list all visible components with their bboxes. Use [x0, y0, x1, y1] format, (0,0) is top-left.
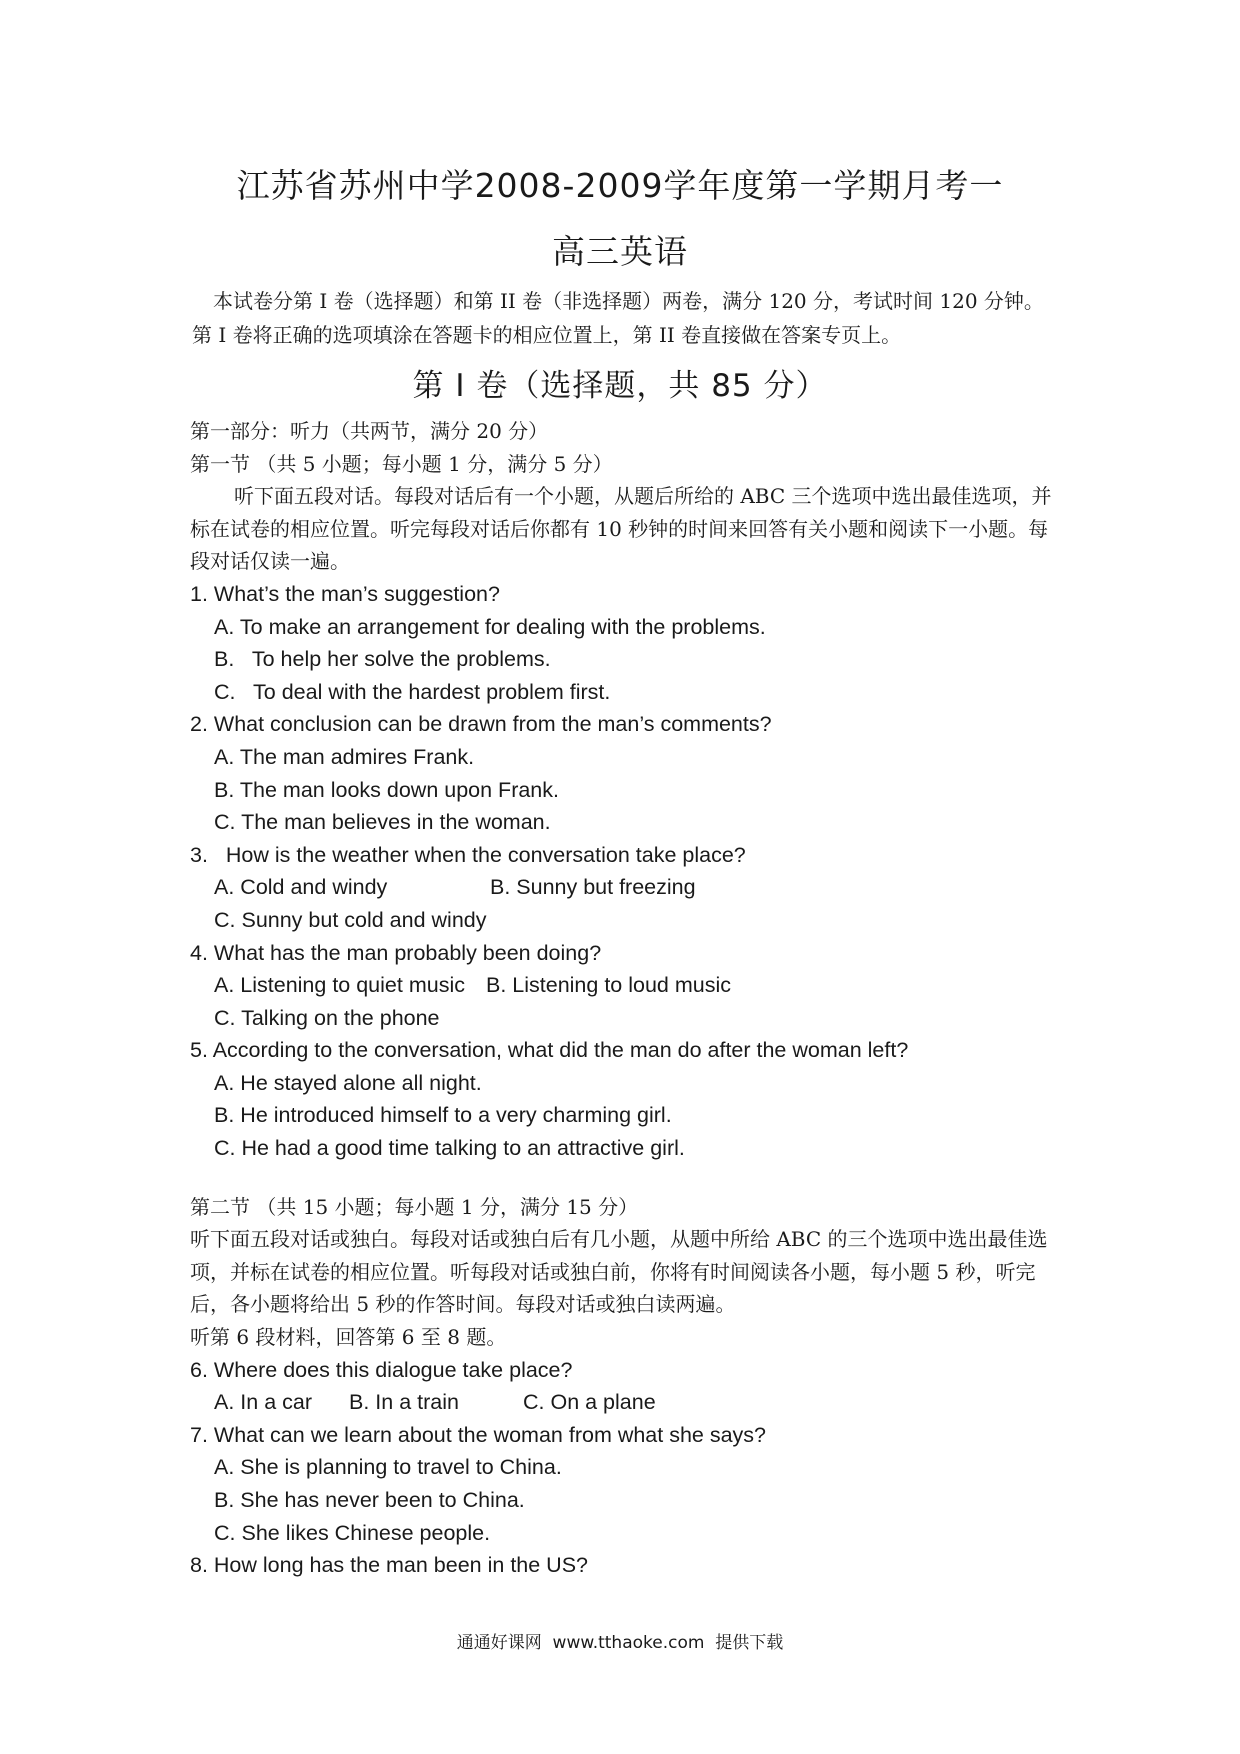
- option-c: C. He had a good time talking to an attractive girl.: [214, 1136, 685, 1161]
- option-b: B. Listening to loud music: [486, 973, 731, 998]
- question-text: 5. According to the conversation, what did the man do after the woman left?: [190, 1038, 909, 1063]
- spacer: [190, 1165, 1062, 1191]
- question-6: [190, 1354, 1062, 1419]
- exam-title: 江苏省苏州中学2008-2009学年度第一学期月考一: [236, 166, 1004, 205]
- option-b: B. He introduced himself to a very charming girl.: [214, 1103, 672, 1128]
- question-text: 1. What’s the man’s suggestion?: [190, 581, 500, 606]
- option-a: A. The man admires Frank.: [214, 744, 475, 769]
- question-8: [190, 1549, 1062, 1582]
- option-a: A. In a car: [214, 1390, 312, 1415]
- question-text: 7. What can we learn about the woman from what she says?: [190, 1422, 767, 1447]
- option-a: A. Cold and windy: [214, 875, 388, 900]
- option-b: B. The man looks down upon Frank.: [214, 777, 559, 802]
- material-note: 听第 6 段材料，回答第 6 至 8 题。: [190, 1325, 507, 1350]
- question-2: [190, 708, 1062, 838]
- question-5: [190, 1034, 1062, 1164]
- question-text: 8. How long has the man been in the US?: [190, 1553, 589, 1578]
- option-row: [190, 1386, 1062, 1419]
- subsection2-instructions: 听下面五段对话或独白。每段对话或独白后有几小题，从题中所给 ABC 的三个选项中选出最佳选项，并标在试卷的相应位置。听每段对话或独白前，你将有时间阅读各小题，每小题 5 秒，听完后，各小题将给出 5 秒的作答时间。每段对话或独白读两遍。: [190, 1227, 1048, 1317]
- question-text: 3. How is the weather when the conversation take place?: [190, 842, 746, 867]
- subsection1-heading: 第一节 （共 5 小题；每小题 1 分，满分 5 分）: [190, 451, 613, 476]
- option-c: C. To deal with the hardest problem first.: [214, 679, 611, 704]
- question-7: [190, 1419, 1062, 1549]
- option-c: C. On a plane: [523, 1390, 656, 1415]
- option-row: [190, 969, 1062, 1002]
- question-text: 4. What has the man probably been doing?: [190, 940, 602, 965]
- question-4: [190, 937, 1062, 1035]
- option-row: [190, 871, 1062, 904]
- section-heading: 第一部分：听力（共两节，满分 20 分）: [190, 419, 549, 443]
- option-b: B. She has never been to China.: [214, 1488, 525, 1512]
- part1-title: 第 I 卷（选择题，共 85 分）: [412, 368, 828, 404]
- question-text: 2. What conclusion can be drawn from the man’s comments?: [190, 712, 772, 737]
- option-b: B. In a train: [349, 1390, 459, 1415]
- exam-body: [190, 415, 1062, 1582]
- question-1: [190, 578, 1062, 708]
- question-text: 6. Where does this dialogue take place?: [190, 1357, 573, 1382]
- option-c: C. Sunny but cold and windy: [214, 907, 487, 932]
- exam-subject: 高三英语: [552, 232, 688, 271]
- option-b: B. To help her solve the problems.: [214, 647, 551, 672]
- option-c: C. She likes Chinese people.: [214, 1520, 491, 1545]
- question-3: [190, 839, 1062, 937]
- option-c: C. The man believes in the woman.: [214, 810, 551, 835]
- subsection1-instructions: 听下面五段对话。每段对话后有一个小题，从题后所给的 ABC 三个选项中选出最佳选项，并标在试卷的相应位置。听完每段对话后你都有 10 秒钟的时间来回答有关小题和阅读下一小题。每段对话仅读一遍。: [190, 484, 1052, 574]
- option-b: B. Sunny but freezing: [490, 875, 696, 900]
- option-a: A. She is planning to travel to China.: [214, 1455, 562, 1480]
- exam-intro: 本试卷分第 I 卷（选择题）和第 II 卷（非选择题）两卷，满分 120 分，考试时间 120 分钟。第 I 卷将正确的选项填涂在答题卡的相应位置上，第 II 卷直接做在答案专页上。: [192, 289, 1044, 347]
- subsection2-heading: 第二节 （共 15 小题；每小题 1 分，满分 15 分）: [190, 1194, 639, 1219]
- option-a: A. Listening to quiet music: [214, 973, 465, 998]
- option-c: C. Talking on the phone: [214, 1005, 440, 1030]
- option-a: A. To make an arrangement for dealing with the problems.: [214, 614, 766, 639]
- footer-source: 通通好课网 www.tthaoke.com 提供下载: [456, 1633, 784, 1653]
- option-a: A. He stayed alone all night.: [214, 1070, 482, 1095]
